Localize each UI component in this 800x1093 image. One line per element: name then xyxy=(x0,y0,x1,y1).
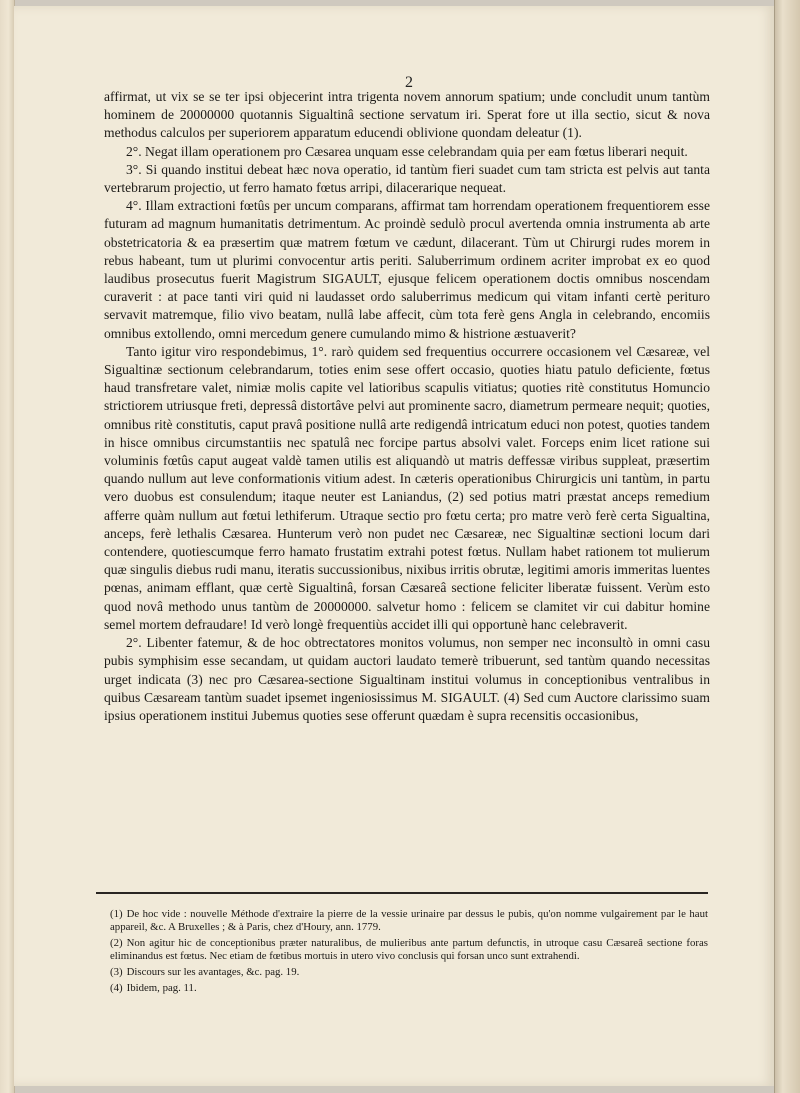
main-text xyxy=(104,88,710,725)
left-page-edge xyxy=(0,0,15,1093)
footnote xyxy=(110,982,708,995)
footnote-number: (1) xyxy=(110,908,123,920)
right-page-edge xyxy=(774,0,800,1093)
footnote-text: Non agitur hic de conceptionibus præter naturalibus, de mulieribus ante partum defunctis, in utroque casu Cæsareâ sectione foras eliminandus est fœtus. Nec etiam de fœtibus mortuis in utero vivo conclusis qui forsan unco sunt extrahendi. xyxy=(110,937,708,962)
footnotes xyxy=(110,908,708,998)
footnote-number: (3) xyxy=(110,966,123,978)
footnote-text: Ibidem, pag. 11. xyxy=(126,982,197,994)
footnote xyxy=(110,966,708,979)
paragraph: 4°. Illam extractioni fœtûs per uncum comparans, affirmat tam horrendam operationem frequentiorem esse futuram ad magnum humanitatis detrimentum. Ac proindè sedulò procul avertenda omnia instrumenta ab arte obstetricatoria & ea præsertim quæ matrem fœtum ve cædunt, dilacerant. Tùm ut Chirurgi rudes morem in rebus habeant, tum ut plurimi convocentur artis periti. Saluberrimum ordinem acriter improbat ex eo quod laudibus prosecutus fuerit Magistrum SIGAULT, ejusque felicem operationem doctis omnibus noscendam curaverit : at pace tanti viri quid ni laudasset ordo saluberrimus medicum qui vitam infanti certè perituro servavit matremque, filio vivo beatam, nullâ labe affecit, cùm tota ferè gens Angla in celebrando, encomiis omnibus extollendo, omni mercedum genere cumulando mimo & histrione æstuaverit? xyxy=(104,198,710,341)
paragraph: 3°. Si quando institui debeat hæc nova operatio, id tantùm fieri suadet cum tam stricta est pelvis aut tanta vertebrarum projectio, ut ferro hamato fœtus arripi, dilacerarique nequeat. xyxy=(104,161,710,196)
footnote xyxy=(110,908,708,934)
footnote-divider xyxy=(96,892,708,894)
footnote-number: (2) xyxy=(110,937,123,949)
paragraph: 2°. Libenter fatemur, & de hoc obtrectatores monitos volumus, non semper nec inconsultò in omni casu pubis symphisim esse secandam, ut quidam auctori laudato temerè tribuerunt, sed tantùm quando necessitas urget indicata (3) nec pro Cæsarea-sectione Sigualtinam institui volumus in conceptionibus ventralibus in quibus Cæsaream tantùm suadet ipsemet ingeniosissimus M. SIGAULT. (4) Sed cum Auctore clarissimo suam ipsius operationem institui Jubemus quoties sese offerunt quædam è supra recensitis occasionibus, xyxy=(104,635,710,723)
footnote-text: Discours sur les avantages, &c. pag. 19. xyxy=(126,966,300,978)
paragraph: 2°. Negat illam operationem pro Cæsarea unquam esse celebrandam quia per eam fœtus liberari nequit. xyxy=(126,143,688,159)
paragraph: Tanto igitur viro respondebimus, 1°. rarò quidem sed frequentius occurrere occasionem vel Cæsareæ, vel Sigualtinæ sectionum celebrandarum, toties enim sese offert occasio, quoties hiatu patulo deficiente, fœtus haud transfretare valet, nimiæ molis capite vel latioribus scapulis vitiatus; quoties ritè constitutus Homuncio strictiorem utriusque freti, depressâ distortâve pelvi aut prominente sacro, diametrum permeare nequit; quoties, omnibus ritè constitutis, caput pravâ positione nullâ arte redigendâ intricatum educi non potest, quoties tandem in hisce omnibus circumstantiis nec spatulâ nec forcipe partus absolvi valet. Forceps enim licet ratione sui voluminis fœtûs caput augeat valdè tamen utilis est aliquandò ut matris deffessæ viribus suppleat, præsertim quando nullum aut leve conformationis vitium adest. In cæteris operationibus Chirurgicis uni tantùm, in partu vero duobus est consulendum; itaque neuter est Laniandus, (2) sed potius matri præstat anceps remedium afferre quàm nullum aut fœtui lethiferum. Utraque sectio pro fœtu certa; pro matre verò ferè certa Sigualtina, anceps, ferè lethalis Cæsarea. Hunterum verò non pudet nec Cæsareæ, nec Sigualtinæ sectioni locum dari contendere, quotiescumque ferro hamato frustatim extrahi potest fœtus. Nullam habet rationem tot mulierum quæ singulis diebus rudi manu, iteratis succussionibus, nixibus irritis obrutæ, legitimi amoris immeritas luentes pœnas, animam efflant, quæ certè Sigualtinâ, forsan Cæsareâ sectione feliciter liberatæ fuissent. Verùm esto quod novâ methodo unus tantùm de 20000000. salvetur homo : felicem se clamitet vir cui dabitur homine semel mortem defraudare! Id verò longè frequentiùs accidet illi qui opportunè hanc celebraverit. xyxy=(104,343,710,632)
footnote xyxy=(110,937,708,963)
footnote-number: (4) xyxy=(110,982,123,994)
footnote-text: De hoc vide : nouvelle Méthode d'extraire la pierre de la vessie urinaire par dessus le pubis, qu'on nomme vulgairement par le haut appareil, &c. A Bruxelles ; & à Paris, chez d'Houry, ann. 1779. xyxy=(110,908,708,933)
paragraph: affirmat, ut vix se se ter ipsi objecerint intra trigenta novem annorum spatium; unde concludit unum tantùm hominem de 20000000 quotannis Sigualtinâ sectione servatum iri. Sperat fore ut illa sectio, sicut & nova methodus calculos per superiorem apparatum educendi oblivione quondam deleatur (1). xyxy=(104,89,710,141)
page-number: 2 xyxy=(405,74,413,91)
